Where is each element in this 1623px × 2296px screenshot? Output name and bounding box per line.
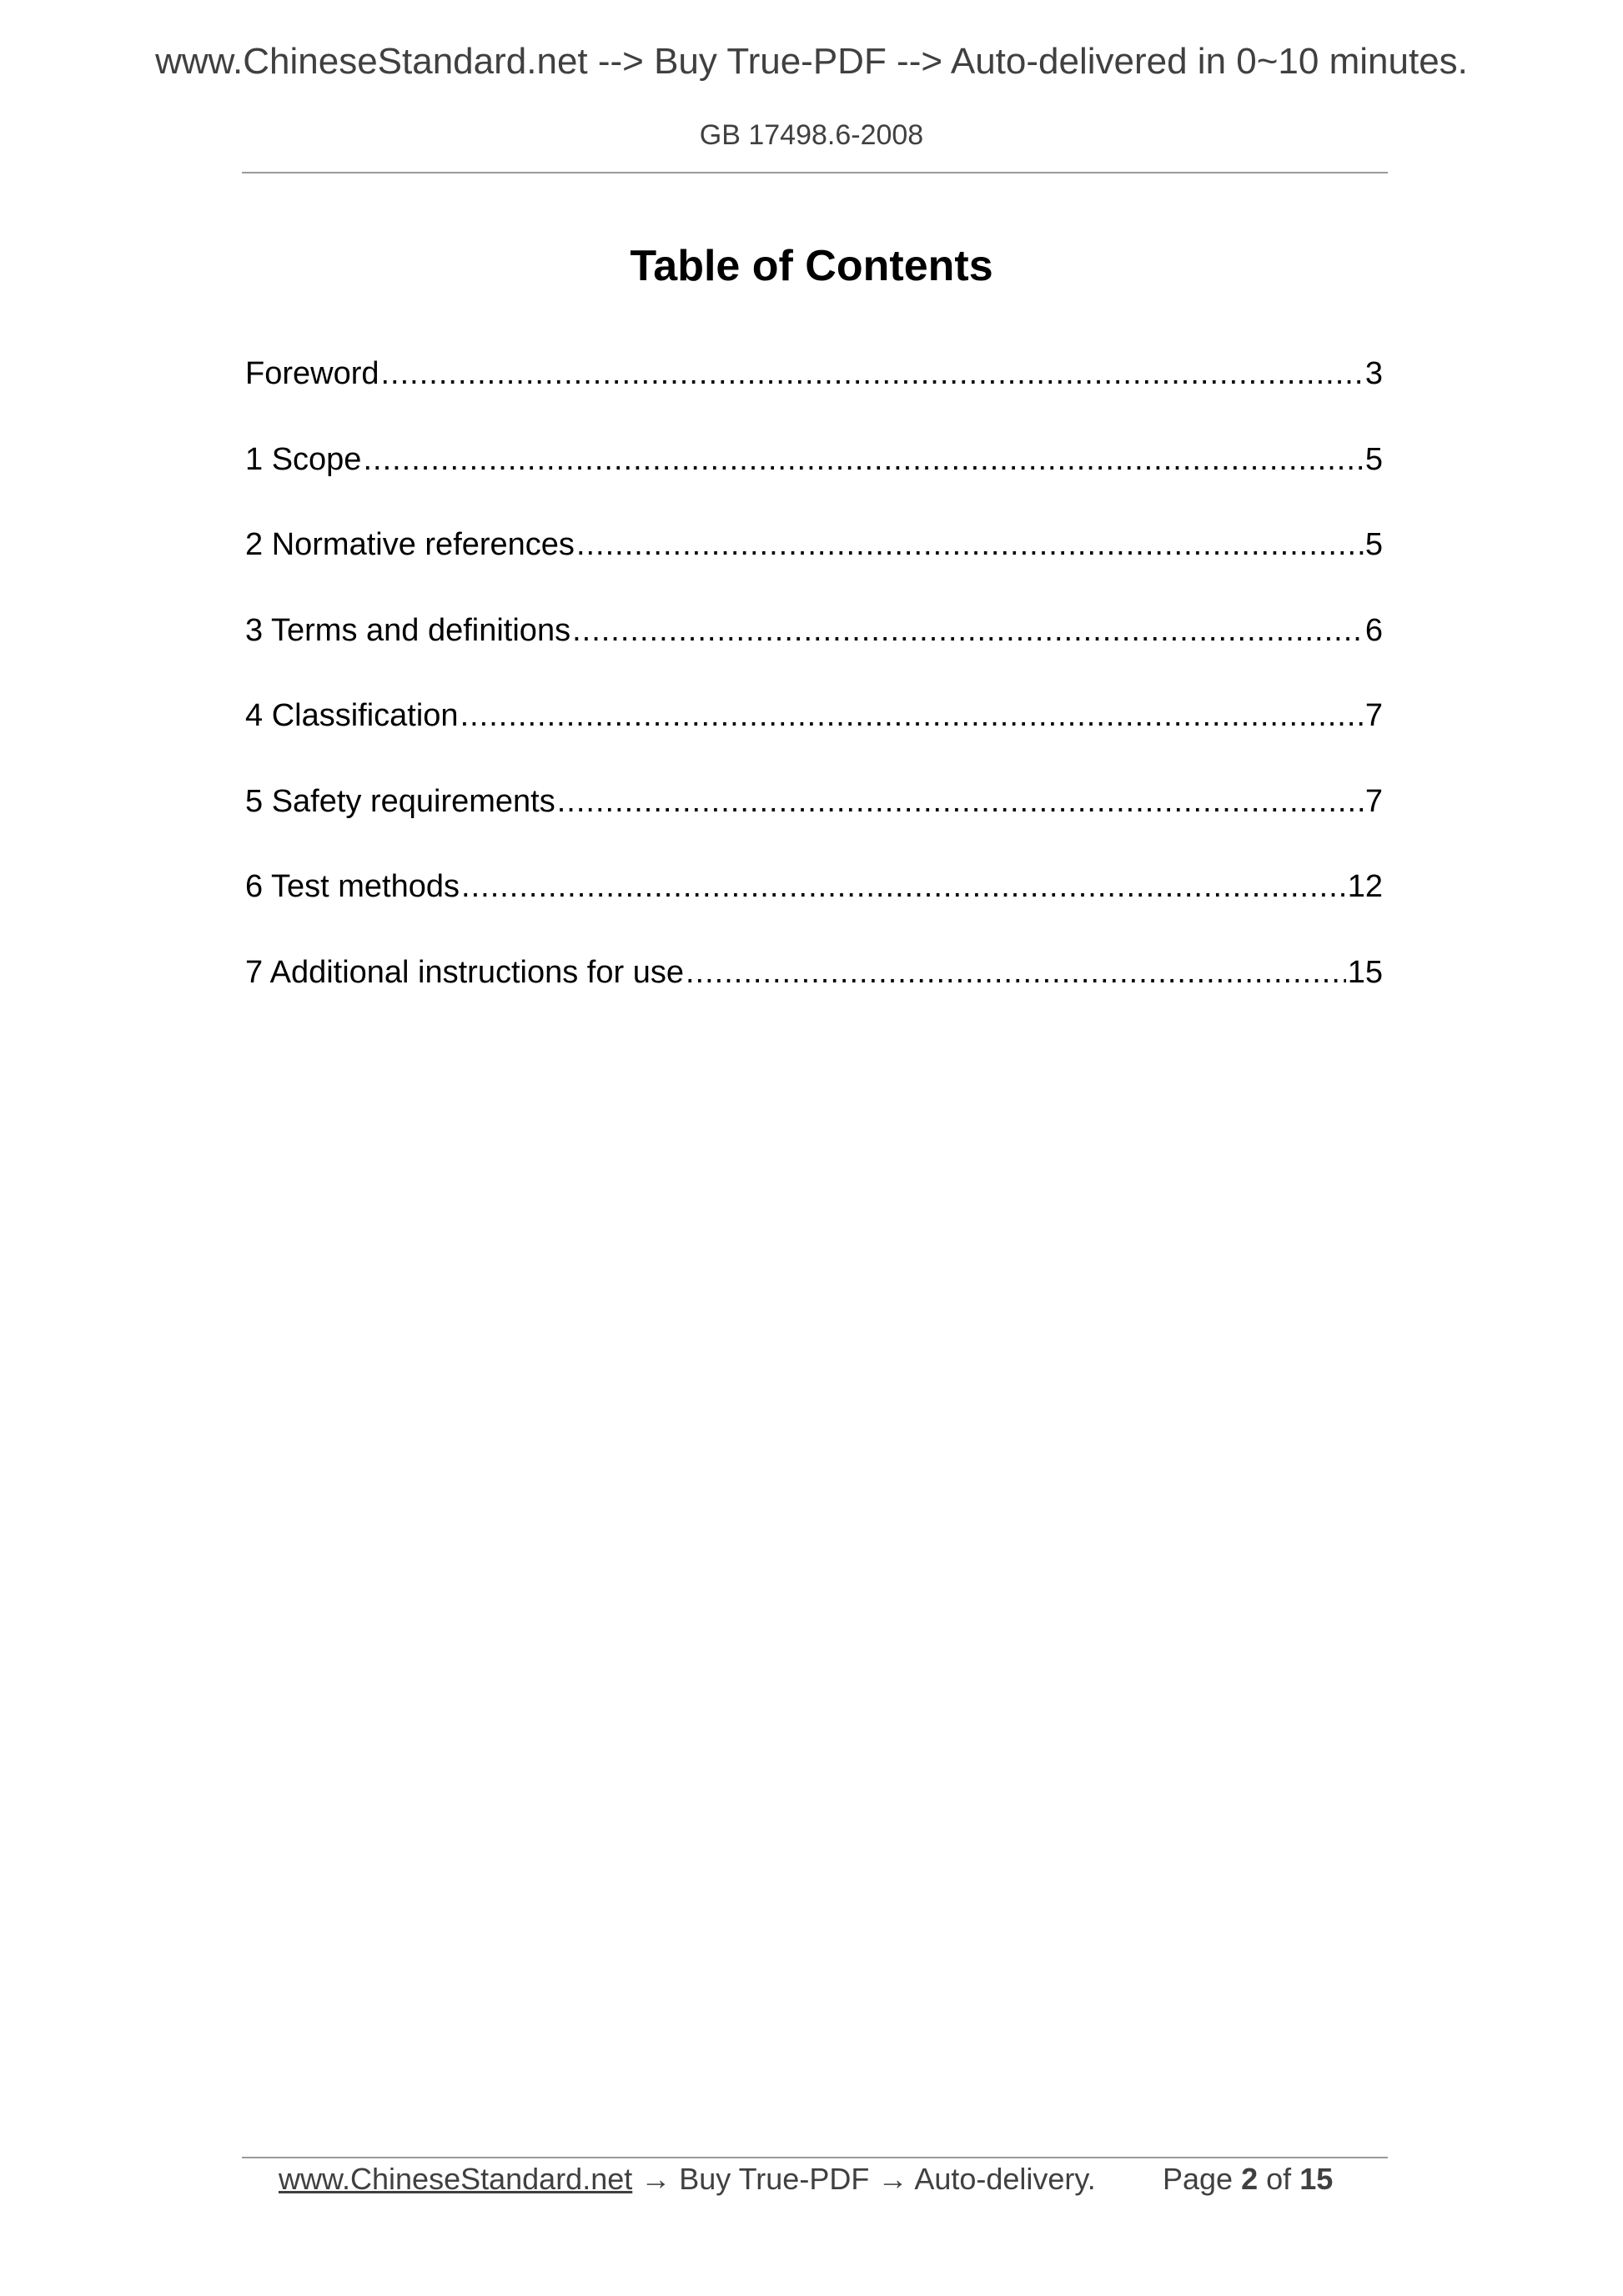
toc-title: Table of Contents — [630, 242, 993, 290]
toc-entry-safety-requirements[interactable] — [245, 776, 1383, 862]
toc-dot-leader — [572, 605, 1364, 656]
toc-dot-leader — [460, 691, 1364, 741]
toc-dot-leader — [381, 349, 1364, 399]
toc-entry-foreword[interactable] — [245, 349, 1383, 435]
toc-dot-leader — [557, 776, 1364, 826]
top-banner: www.ChineseStandard.net --> Buy True-PDF --> Auto-delivered in 0~10 minutes. — [155, 41, 1468, 82]
toc-entry-page: 7 — [1364, 698, 1383, 733]
footer-page-word: Page — [1163, 2162, 1234, 2196]
toc-entry-page: 5 — [1364, 527, 1383, 562]
toc-entry-normative-references[interactable] — [245, 520, 1383, 605]
toc-dot-leader — [363, 435, 1363, 485]
standard-code: GB 17498.6-2008 — [699, 119, 924, 151]
toc-dot-leader — [461, 862, 1346, 912]
toc-entry-label: 6 Test methods — [245, 869, 460, 904]
toc-entry-scope[interactable] — [245, 435, 1383, 520]
toc-entry-page: 6 — [1364, 612, 1383, 648]
toc-entry-page: 15 — [1347, 954, 1383, 990]
toc-entry-test-methods[interactable] — [245, 862, 1383, 947]
toc-list — [245, 349, 1383, 1032]
toc-entry-page: 3 — [1364, 356, 1383, 391]
footer-tagline: → Buy True-PDF → Auto-delivery. — [632, 2162, 1096, 2196]
footer-site-link[interactable]: www.ChineseStandard.net — [279, 2162, 633, 2196]
toc-entry-page: 12 — [1347, 869, 1383, 904]
footer-total-pages: 15 — [1299, 2162, 1334, 2196]
toc-entry-classification[interactable] — [245, 691, 1383, 776]
footer-current-page: 2 — [1241, 2162, 1259, 2196]
footer-page-indicator — [1163, 2158, 1333, 2200]
footer-of-word: of — [1266, 2162, 1292, 2196]
toc-entry-label: 1 Scope — [245, 441, 362, 477]
toc-entry-label: 2 Normative references — [245, 527, 575, 562]
toc-entry-label: 7 Additional instructions for use — [245, 954, 684, 990]
page-footer — [279, 2158, 1363, 2200]
toc-dot-leader — [686, 947, 1346, 997]
toc-entry-label: 5 Safety requirements — [245, 783, 555, 819]
toc-entry-label: Foreword — [245, 356, 379, 391]
header-divider — [242, 172, 1388, 173]
toc-entry-label: 4 Classification — [245, 698, 459, 733]
toc-entry-page: 7 — [1364, 783, 1383, 819]
toc-entry-terms-and-definitions[interactable] — [245, 605, 1383, 691]
toc-entry-label: 3 Terms and definitions — [245, 612, 571, 648]
toc-entry-page: 5 — [1364, 441, 1383, 477]
toc-dot-leader — [576, 520, 1364, 570]
toc-entry-additional-instructions[interactable] — [245, 947, 1383, 1033]
